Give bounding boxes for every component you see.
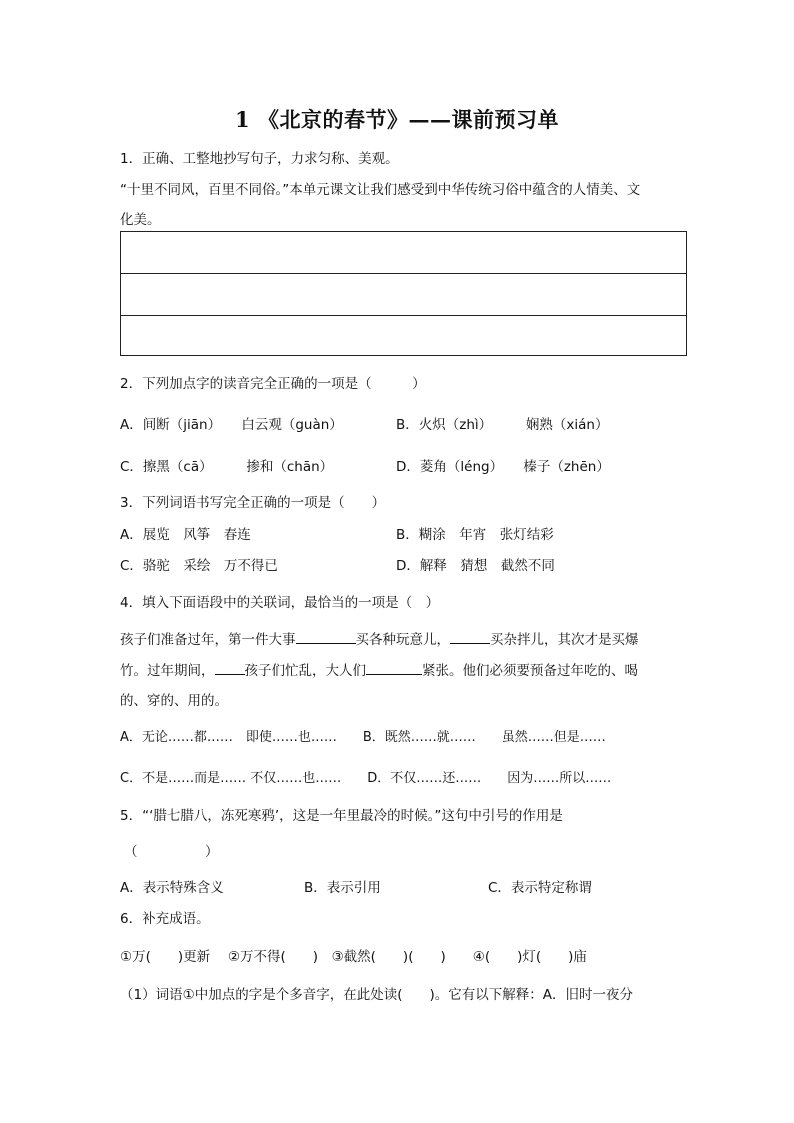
fill-blank[interactable] <box>296 631 356 644</box>
q5-option-b[interactable]: B．表示引用 <box>304 880 381 896</box>
q5-option-c[interactable]: C．表示特定称谓 <box>488 880 592 896</box>
q4-paragraph-line3: 的、穿的、用的。 <box>120 693 228 709</box>
q6-stem: 6．补充成语。 <box>120 911 210 927</box>
q1-text-line1: “十里不同风，百里不同俗。”本单元课文让我们感受到中华传统习俗中蕴含的人情美、文 <box>120 182 641 198</box>
q2-option-d[interactable]: D．菱角（léng） 榛子（zhēn） <box>396 459 610 475</box>
copy-writing-box[interactable] <box>120 231 687 356</box>
q1-text-line2: 化美。 <box>120 212 161 228</box>
q4-text: 买杂拌儿，其次才是买爆 <box>490 632 639 648</box>
q4-options-cd[interactable]: C．不是……而是…… 不仅……也…… D．不仅……还…… 因为……所以…… <box>120 771 612 786</box>
fill-blank[interactable] <box>215 662 245 675</box>
q3-option-d[interactable]: D．解释 猜想 截然不同 <box>396 558 555 574</box>
q3-option-c[interactable]: C．骆驼 采绘 万不得已 <box>120 558 278 574</box>
q4-paragraph-line1 <box>120 628 639 648</box>
q4-options-ab[interactable]: A．无论……都…… 即使……也…… B．既然……就…… 虽然……但是…… <box>120 730 606 745</box>
q4-text: 孩子们准备过年，第一件大事 <box>120 632 296 648</box>
copy-row-divider <box>121 273 686 274</box>
q4-text: 孩子们忙乱，大人们 <box>244 663 366 679</box>
q3-option-a[interactable]: A．展览 风筝 春连 <box>120 527 251 543</box>
q3-option-b[interactable]: B．糊涂 年宵 张灯结彩 <box>396 527 554 543</box>
q5-option-a[interactable]: A．表示特殊含义 <box>120 880 224 896</box>
q4-text: 买各种玩意儿， <box>355 632 450 648</box>
q6-sub1: （1）词语①中加点的字是个多音字，在此处读( )。它有以下解释：A．旧时一夜分 <box>120 987 633 1003</box>
copy-row-divider <box>121 315 686 316</box>
q2-stem: 2．下列加点字的读音完全正确的一项是（ ） <box>120 376 426 392</box>
q3-stem: 3．下列词语书写完全正确的一项是（ ） <box>120 495 386 511</box>
q4-text: 紧张。他们必须要预备过年吃的、喝 <box>422 663 638 679</box>
page-title: 1 《北京的春节》——课前预习单 <box>235 107 559 132</box>
fill-blank[interactable] <box>450 631 490 644</box>
q2-option-a[interactable]: A．间断（jiān） 白云观（guàn） <box>120 417 343 433</box>
q4-text: 竹。过年期间， <box>120 663 215 679</box>
q1-stem: 1．正确、工整地抄写句子，力求匀称、美观。 <box>120 151 399 167</box>
fill-blank[interactable] <box>366 662 422 675</box>
q2-option-b[interactable]: B．火炽（zhì） 娴熟（xián） <box>396 417 609 433</box>
q6-idioms[interactable]: ①万( )更新 ②万不得( ) ③截然( )( ) ④( )灯( )庙 <box>120 949 587 965</box>
q5-answer-paren[interactable]: （ ） <box>124 844 219 860</box>
q2-option-c[interactable]: C．擦黑（cā） 掺和（chān） <box>120 459 334 475</box>
q5-stem: 5．“‘腊七腊八，冻死寒鸦’，这是一年里最冷的时候。”这句中引号的作用是 <box>120 808 563 824</box>
q4-stem: 4．填入下面语段中的关联词，最恰当的一项是（ ） <box>120 595 440 611</box>
q4-paragraph-line2 <box>120 659 638 679</box>
